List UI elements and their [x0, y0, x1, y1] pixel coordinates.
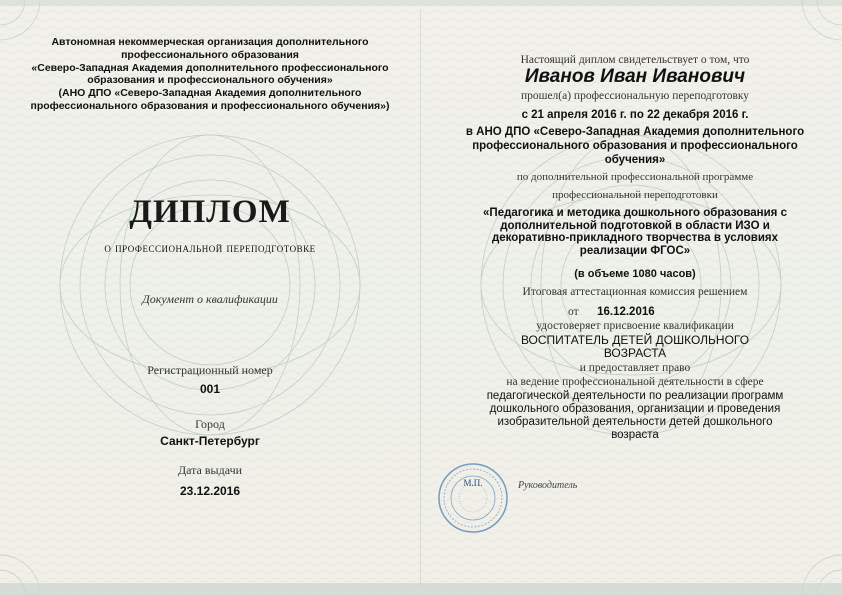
decision-date: 16.12.2016 — [597, 306, 655, 318]
graduate-name: Иванов Иван Иванович — [524, 66, 746, 87]
page-fold-divider — [420, 10, 421, 585]
program-line-1: «Педагогика и методика дошкольного образования с — [483, 207, 787, 219]
study-period: с 21 апреля 2016 г. по 22 декабря 2016 г. — [521, 109, 749, 121]
qualification-line-2: ВОЗРАСТА — [603, 346, 667, 360]
activity-scope — [440, 390, 830, 442]
head-signature-label: Руководитель — [518, 480, 578, 491]
issuing-org-line-2: профессионального образования и профессионального — [472, 140, 798, 152]
issue-date-label: Дата выдачи — [177, 463, 243, 477]
registration-label: Регистрационный номер — [147, 363, 273, 377]
activity-line-1: педагогической деятельности по реализации программ — [486, 390, 784, 402]
org-header-line-3: «Северо-Западная Академия дополнительного профессионального — [31, 61, 389, 74]
program-label-2: профессиональной переподготовки — [552, 189, 718, 201]
org-header-line-4: образования и профессионального обучения» — [87, 74, 333, 87]
org-header-line-1: Автономная некоммерческая организация дополнительного — [51, 36, 369, 48]
document-type: Документ о квалификации — [142, 292, 278, 306]
issuing-org-line-3: обучения» — [604, 154, 666, 166]
program-line-3: декоративно-прикладного творчества в условиях — [491, 232, 779, 244]
commission-text: Итоговая аттестационная комиссия решением — [522, 286, 748, 298]
city-value: Санкт-Петербург — [160, 434, 260, 448]
org-header-line-2: профессионального образования — [121, 48, 299, 61]
passed-text: прошел(а) профессиональную переподготовку — [520, 90, 750, 102]
activity-line-4: возраста — [611, 429, 659, 441]
org-header-line-5: (АНО ДПО «Северо-Западная Академия дополнительного — [58, 87, 362, 100]
intro-text: Настоящий диплом свидетельствует о том, что — [520, 54, 750, 66]
city-label: Город — [195, 417, 225, 431]
grants-text: и предоставляет право — [579, 362, 691, 374]
issue-date-value: 23.12.2016 — [179, 484, 241, 498]
activity-line-3: изобразительной деятельности детей дошкольного — [497, 416, 773, 428]
diploma-title: ДИПЛОМ — [129, 194, 291, 230]
certifies-text: удостоверяет присвоение квалификации — [536, 320, 734, 332]
decision-date-row — [568, 302, 718, 320]
program-line-4: реализации ФГОС» — [579, 244, 691, 257]
registration-number: 001 — [199, 382, 221, 396]
decision-date-label: от — [568, 306, 579, 318]
issuing-org-line-1: в АНО ДПО «Северо-Западная Академия дополнительного — [465, 126, 805, 138]
issuing-organization — [435, 125, 835, 167]
qualification — [445, 334, 825, 360]
qualification-line-1: ВОСПИТАТЕЛЬ ДЕТЕЙ ДОШКОЛЬНОГО — [520, 333, 750, 347]
activity-label: на ведение профессиональной деятельности в сфере — [506, 376, 764, 388]
org-header — [10, 36, 410, 113]
program-hours: (в объеме 1080 часов) — [574, 268, 696, 280]
program-name — [440, 207, 830, 257]
stamp-label: М.П. — [463, 478, 483, 488]
org-header-line-6: профессионального образования и профессионального обучения») — [30, 99, 390, 112]
activity-line-2: дошкольного образования, организации и проведения — [489, 403, 781, 415]
diploma-subtitle: о профессиональной переподготовке — [104, 240, 316, 255]
official-stamp — [437, 462, 509, 534]
program-line-2: дополнительной подготовкой в области ИЗО и — [500, 219, 770, 232]
program-label-1: по дополнительной профессиональной программе — [516, 171, 754, 183]
